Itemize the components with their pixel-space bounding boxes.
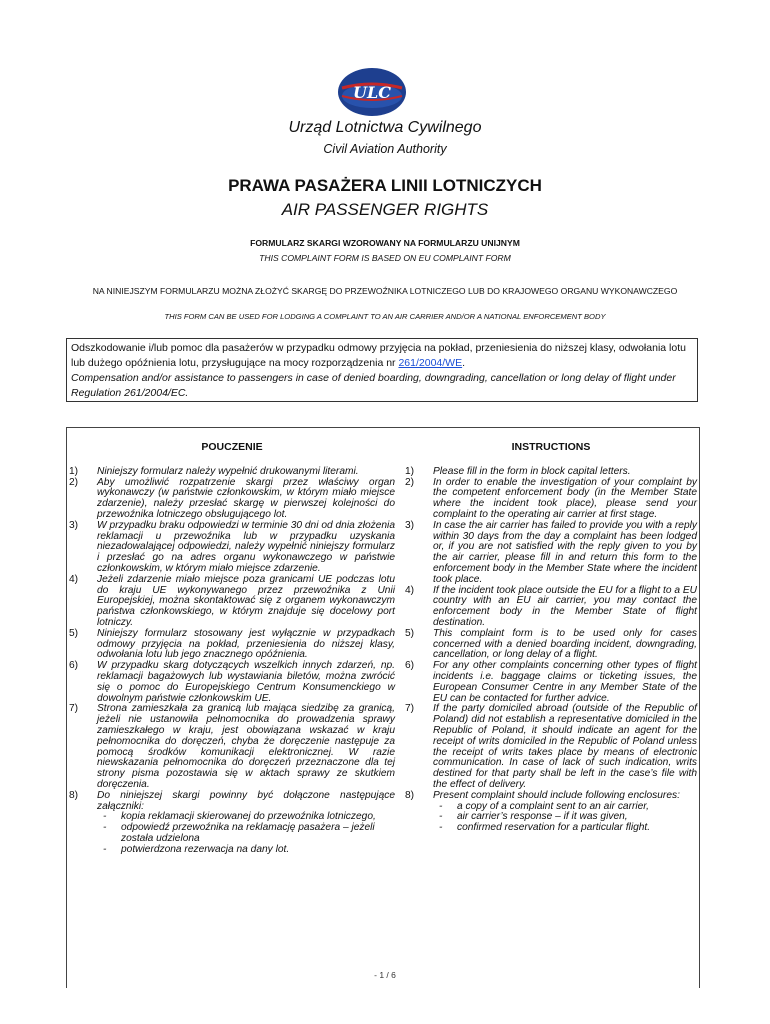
dash-marker: - (103, 822, 107, 834)
item-number: 8) (69, 789, 79, 801)
enclosure-item (103, 823, 395, 845)
item-number: 3) (69, 519, 79, 531)
form-basis-note-en: THIS COMPLAINT FORM IS BASED ON EU COMPLAINT FORM (259, 253, 511, 263)
item-text: Do niniejszej skargi powinny być dołączone następujące załączniki: (97, 789, 395, 812)
list-item (69, 629, 395, 661)
form-basis-note-pl: FORMULARZ SKARGI WZOROWANY NA FORMULARZU UNIJNYM (250, 238, 520, 248)
item-text: In case the air carrier has failed to provide you with a reply within 30 days from the day a complaint has been lodged or, if you are not satisfied with the reply given to you by the air carrier, please fill in and return this form to the enforcement body in the Member State where the incident took place. (433, 519, 697, 585)
list-item (69, 704, 395, 790)
item-text: Jeżeli zdarzenie miało miejsce poza granicami UE podczas lotu do kraju UE wykonywanego przez przewoźnika z Unii Europejskiej, można skontaktować się z organem wykonawczym państwa członkowskiego, w którym znajduje się docelowy port lotniczy. (97, 573, 395, 628)
list-item (405, 521, 697, 586)
enclosure-text: kopia reklamacji skierowanej do przewoźnika lotniczego, (121, 811, 376, 823)
item-text: Niniejszy formularz należy wypełnić drukowanymi literami. (97, 465, 359, 477)
item-text: W przypadku braku odpowiedzi w terminie 30 dni od dnia złożenia reklamacji u przewoźnika lub w przypadku uzyskania niezadowalającej odpowiedzi, należy wypełnić niniejszy formularz i przesłać go na adres organu wykonawczego w państwie członkowskim, w którym miało miejsce zdarzenie. (97, 519, 395, 574)
item-number: 8) (405, 789, 415, 801)
item-number: 6) (405, 660, 415, 672)
item-number: 4) (69, 573, 79, 585)
ulc-logo-icon (336, 66, 408, 118)
org-name-en: Civil Aviation Authority (323, 142, 447, 156)
regulation-text-en: Compensation and/or assistance to passengers in case of denied boarding, downgrading, cancellation or long delay of flight under Regulation 261/2004/EC. (71, 372, 676, 399)
page-title-pl: PRAWA PASAŻERA LINII LOTNICZYCH (228, 176, 542, 195)
instructions-heading: INSTRUCTIONS (511, 441, 591, 453)
enclosure-text: potwierdzona rezerwacja na dany lot. (121, 843, 290, 855)
logo-text: ULC (353, 83, 391, 102)
enclosure-list (433, 802, 697, 834)
enclosure-text: confirmed reservation for a particular flight. (457, 822, 651, 834)
list-item (405, 629, 697, 661)
list-item (69, 661, 395, 704)
item-number: 2) (69, 476, 79, 488)
item-text: Present complaint should include following enclosures: (433, 789, 680, 801)
item-text: This complaint form is to be used only for cases concerned with a denied boarding incident, downgrading, cancellation, or long delay of a flight. (433, 627, 697, 661)
enclosure-text: odpowiedź przewoźnika na reklamację pasażera – jeżeli została udzielona (121, 822, 375, 844)
list-item (69, 575, 395, 629)
item-number: 7) (405, 703, 415, 715)
item-text: For any other complaints concerning other types of flight incidents i.e. baggage claims or ticketing issues, the European Consumer Centre in any Member State of the EU can be contacted for further advice. (433, 660, 697, 704)
item-text: W przypadku skarg dotyczących wszelkich innych zdarzeń, np. reklamacji bagażowych lub wystawiania biletów, można zwrócić się o pomoc do Europejskiego Centrum Konsumenckiego w dowolnym państwie członkowskim UE. (97, 660, 395, 704)
item-number: 1) (69, 465, 79, 477)
item-number: 3) (405, 519, 415, 531)
pouczenie-heading: POUCZENIE (201, 441, 263, 453)
regulation-text-pl-end: . (462, 357, 466, 369)
pouczenie-column (69, 442, 395, 855)
item-number: 2) (405, 476, 415, 488)
dash-marker: - (439, 800, 443, 812)
item-number: 5) (405, 627, 415, 639)
item-text: Niniejszy formularz stosowany jest wyłącznie w przypadkach odmowy przyjęcia na pokład, przeniesienia do niższej klasy, odwołania lotu lub jego znacznego opóźnienia. (97, 627, 395, 661)
dash-marker: - (439, 822, 443, 834)
list-item (405, 704, 697, 790)
item-text: If the party domiciled abroad (outside of the Republic of Poland) did not establish a representative domiciled in the Republic of Poland, it should indicate an agent for the receipt of writs domiciled in the Republic of Poland unless the receipt of writs takes place by means of electronic communication. In case of lack of such indication, writs destined for that party shall be left in the case’s file with the effect of delivery. (433, 703, 697, 790)
list-item (405, 478, 697, 521)
enclosure-text: a copy of a complaint sent to an air carrier, (457, 800, 649, 812)
item-text: Strona zamieszkała za granicą lub mająca siedzibę za granicą, jeżeli nie ustanowiła pełnomocnika do prowadzenia sprawy zamieszkałego w kraju, jest obowiązana wskazać w kraju pełnomocnika do doręczeń, chyba że doręczenie następuje za pomocą środków komunikacji elektronicznej. W razie niewskazania pełnomocnika do doręczeń przeznaczone dla tej strony pisma pozostawia się w aktach sprawy ze skutkiem doręczenia. (97, 703, 395, 790)
dash-marker: - (103, 843, 107, 855)
item-text: If the incident took place outside the EU for a flight to a EU country with an EU air carrier, you may contact the enforcement body in the Member State of flight destination. (433, 584, 697, 628)
item-number: 1) (405, 465, 415, 477)
list-item (69, 478, 395, 521)
enclosure-list (97, 812, 395, 855)
item-number: 7) (69, 703, 79, 715)
list-item (69, 521, 395, 575)
enclosure-item (439, 823, 697, 834)
page-number: - 1 / 6 (374, 970, 396, 980)
item-number: 6) (69, 660, 79, 672)
form-usage-note-en: THIS FORM CAN BE USED FOR LODGING A COMPLAINT TO AN AIR CARRIER AND/OR A NATIONAL ENFORCEMENT BODY (164, 312, 606, 321)
item-text: In order to enable the investigation of your complaint by the competent enforcement body (in the Member State where the incident took place), please send your complaint to the operating air carrier at first stage. (433, 476, 697, 520)
instructions-list (405, 467, 697, 834)
pouczenie-list (69, 467, 395, 856)
regulation-box (66, 338, 698, 402)
regulation-text-pl-start: Odszkodowanie i/lub pomoc dla pasażerów w przypadku odmowy przyjęcia na pokład, przeniesienia do niższej klasy, odwołania lotu lub dużego opóźnienia lotu, przysługujące na mocy rozporządzenia nr (71, 342, 686, 369)
list-item (69, 791, 395, 856)
list-item (405, 791, 697, 834)
item-number: 4) (405, 584, 415, 596)
dash-marker: - (439, 811, 443, 823)
item-text: Aby umożliwić rozpatrzenie skargi przez właściwy organ wykonawczy (w państwie członkowskim, w którym miało miejsce zdarzenie), należy przesłać skargę w pierwszej kolejności do przewoźnika lotniczego obsługującego lot. (97, 476, 395, 520)
org-name-pl: Urząd Lotnictwa Cywilnego (288, 119, 482, 136)
list-item (405, 586, 697, 629)
regulation-text-pl (71, 341, 693, 371)
dash-marker: - (103, 811, 107, 823)
item-text: Please fill in the form in block capital letters. (433, 465, 631, 477)
regulation-link[interactable]: 261/2004/WE (398, 357, 463, 369)
page-title-en: AIR PASSENGER RIGHTS (281, 200, 489, 219)
form-usage-note-pl: NA NINIEJSZYM FORMULARZU MOŻNA ZŁOŻYĆ SKARGĘ DO PRZEWOŹNIKA LOTNICZEGO LUB DO KRAJOWEGO ORGANU WYKONAWCZEGO (92, 286, 678, 296)
enclosure-text: air carrier’s response – if it was given, (457, 811, 628, 823)
item-number: 5) (69, 627, 79, 639)
instructions-column (405, 442, 697, 834)
list-item (405, 661, 697, 704)
enclosure-item (103, 845, 395, 856)
